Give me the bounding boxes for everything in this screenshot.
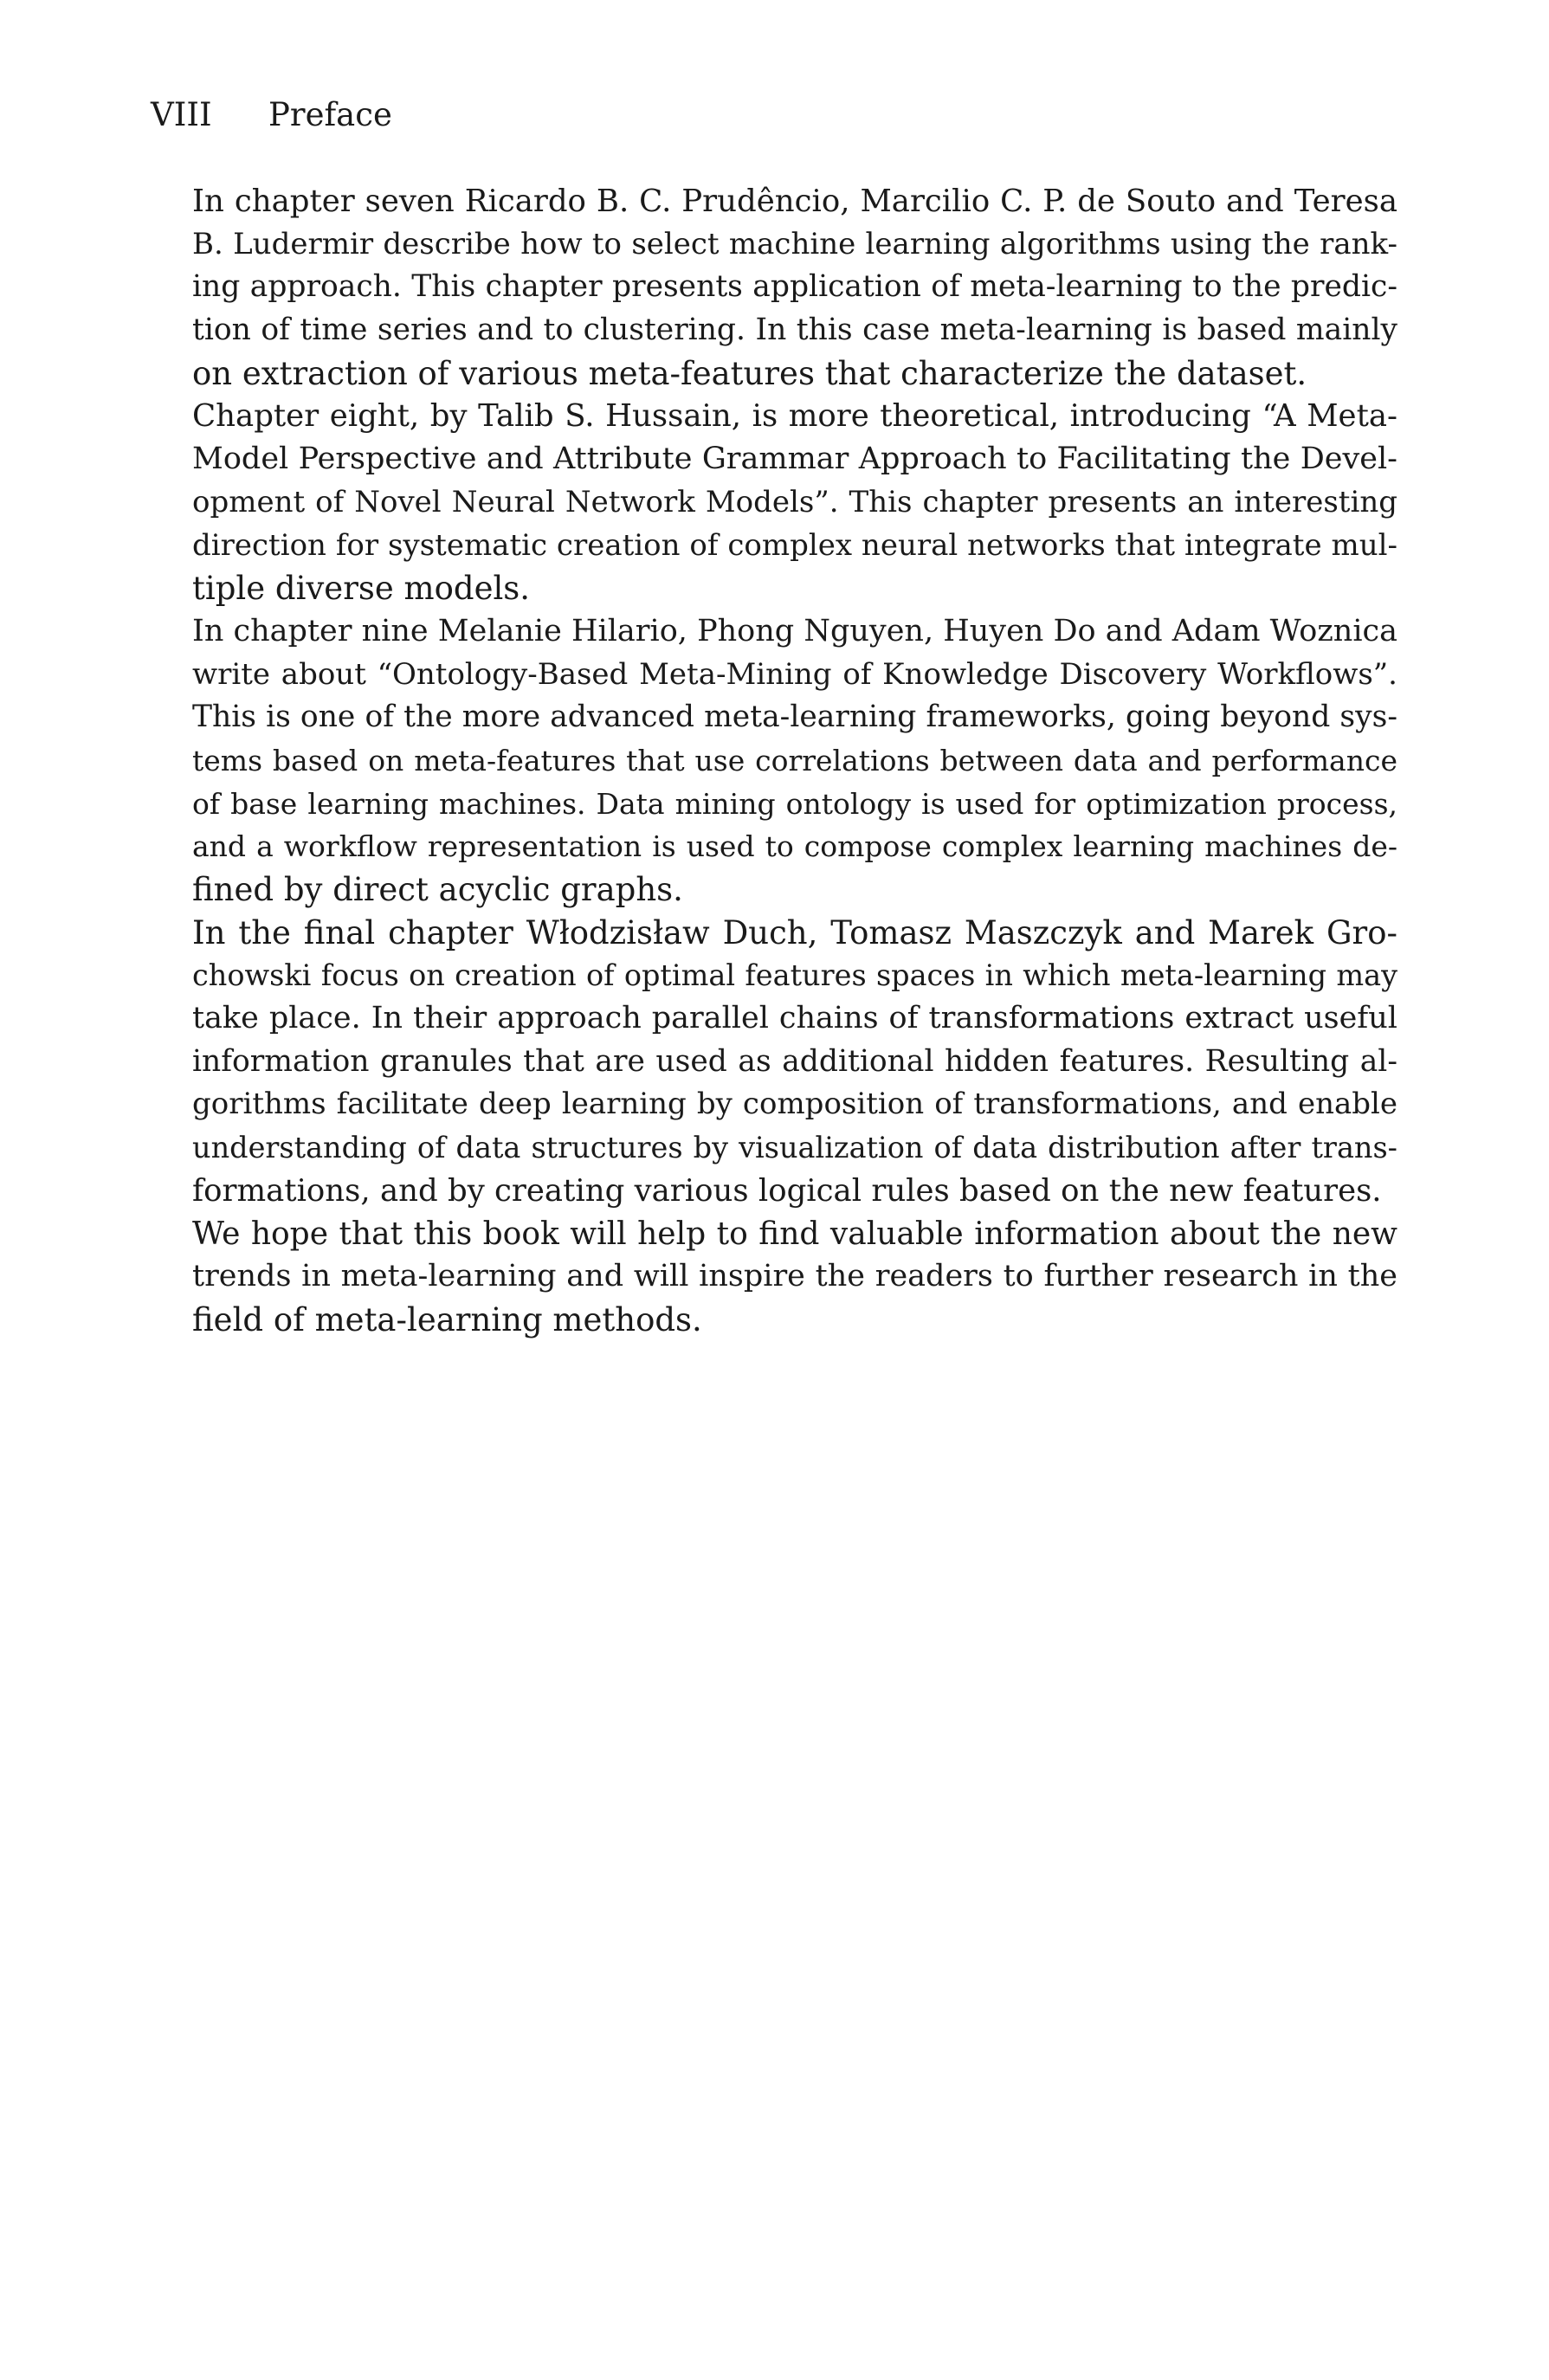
paragraph-closing xyxy=(192,1213,1397,1342)
text-line: This is one of the more advanced meta-learning frameworks, going beyond sys- xyxy=(192,700,1397,735)
preface-body xyxy=(192,180,1397,1342)
paragraph-chapter-eight xyxy=(192,395,1397,610)
text-line: direction for systematic creation of complex neural networks that integrate mul- xyxy=(192,527,1397,563)
text-line: Chapter eight, by Talib S. Hussain, is more theoretical, introducing “A Meta- xyxy=(192,398,1397,435)
text-line: opment of Novel Neural Network Models”. This chapter presents an interesting xyxy=(192,484,1397,519)
text-line: write about “Ontology-Based Meta-Mining of Knowledge Discovery Workflows”. xyxy=(192,656,1397,692)
text-line: In chapter seven Ricardo B. C. Prudêncio, Marcilio C. P. de Souto and Teresa xyxy=(192,184,1397,219)
text-line: B. Ludermir describe how to select machine learning algorithms using the rank- xyxy=(192,226,1397,261)
text-line: In the final chapter Włodzisław Duch, Tomasz Maszczyk and Marek Gro- xyxy=(192,913,1397,951)
running-head xyxy=(151,94,392,137)
text-line: tems based on meta-features that use correlations between data and performance xyxy=(192,743,1397,777)
text-line: formations, and by creating various logical rules based on the new features. xyxy=(192,1172,1382,1209)
text-line: trends in meta-learning and will inspire the readers to further research in the xyxy=(192,1259,1397,1294)
text-line: In chapter nine Melanie Hilario, Phong Nguyen, Huyen Do and Adam Woznica xyxy=(192,613,1397,648)
text-line: information granules that are used as additional hidden features. Resulting al- xyxy=(192,1043,1397,1079)
text-line: tiple diverse models. xyxy=(192,570,531,608)
text-line: understanding of data structures by visualization of data distribution after trans- xyxy=(192,1131,1397,1165)
text-line: We hope that this book will help to find valuable information about the new xyxy=(192,1216,1397,1252)
text-line: field of meta-learning methods. xyxy=(192,1300,702,1338)
paragraph-chapter-seven xyxy=(192,180,1397,395)
running-title: Preface xyxy=(268,96,392,133)
text-line: of base learning machines. Data mining ontology is used for optimization process, xyxy=(192,786,1397,821)
text-line: take place. In their approach parallel chains of transformations extract useful xyxy=(192,1001,1397,1036)
text-line: tion of time series and to clustering. In this case meta-learning is based mainly xyxy=(192,313,1397,348)
paragraph-chapter-nine xyxy=(192,610,1397,912)
text-line: Model Perspective and Attribute Grammar Approach to Facilitating the Devel- xyxy=(192,442,1397,477)
text-line: chowski focus on creation of optimal features spaces in which meta-learning may xyxy=(192,958,1397,993)
page-number: VIII xyxy=(151,96,212,133)
text-line: ing approach. This chapter presents application of meta-learning to the predic- xyxy=(192,269,1397,305)
text-line: fined by direct acyclic graphs. xyxy=(192,871,683,908)
paragraph-final-chapter xyxy=(192,912,1397,1213)
text-line: and a workflow representation is used to compose complex learning machines de- xyxy=(192,829,1397,864)
text-line: gorithms facilitate deep learning by composition of transformations, and enable xyxy=(192,1087,1397,1122)
text-line: on extraction of various meta-features that characterize the dataset. xyxy=(192,354,1307,392)
